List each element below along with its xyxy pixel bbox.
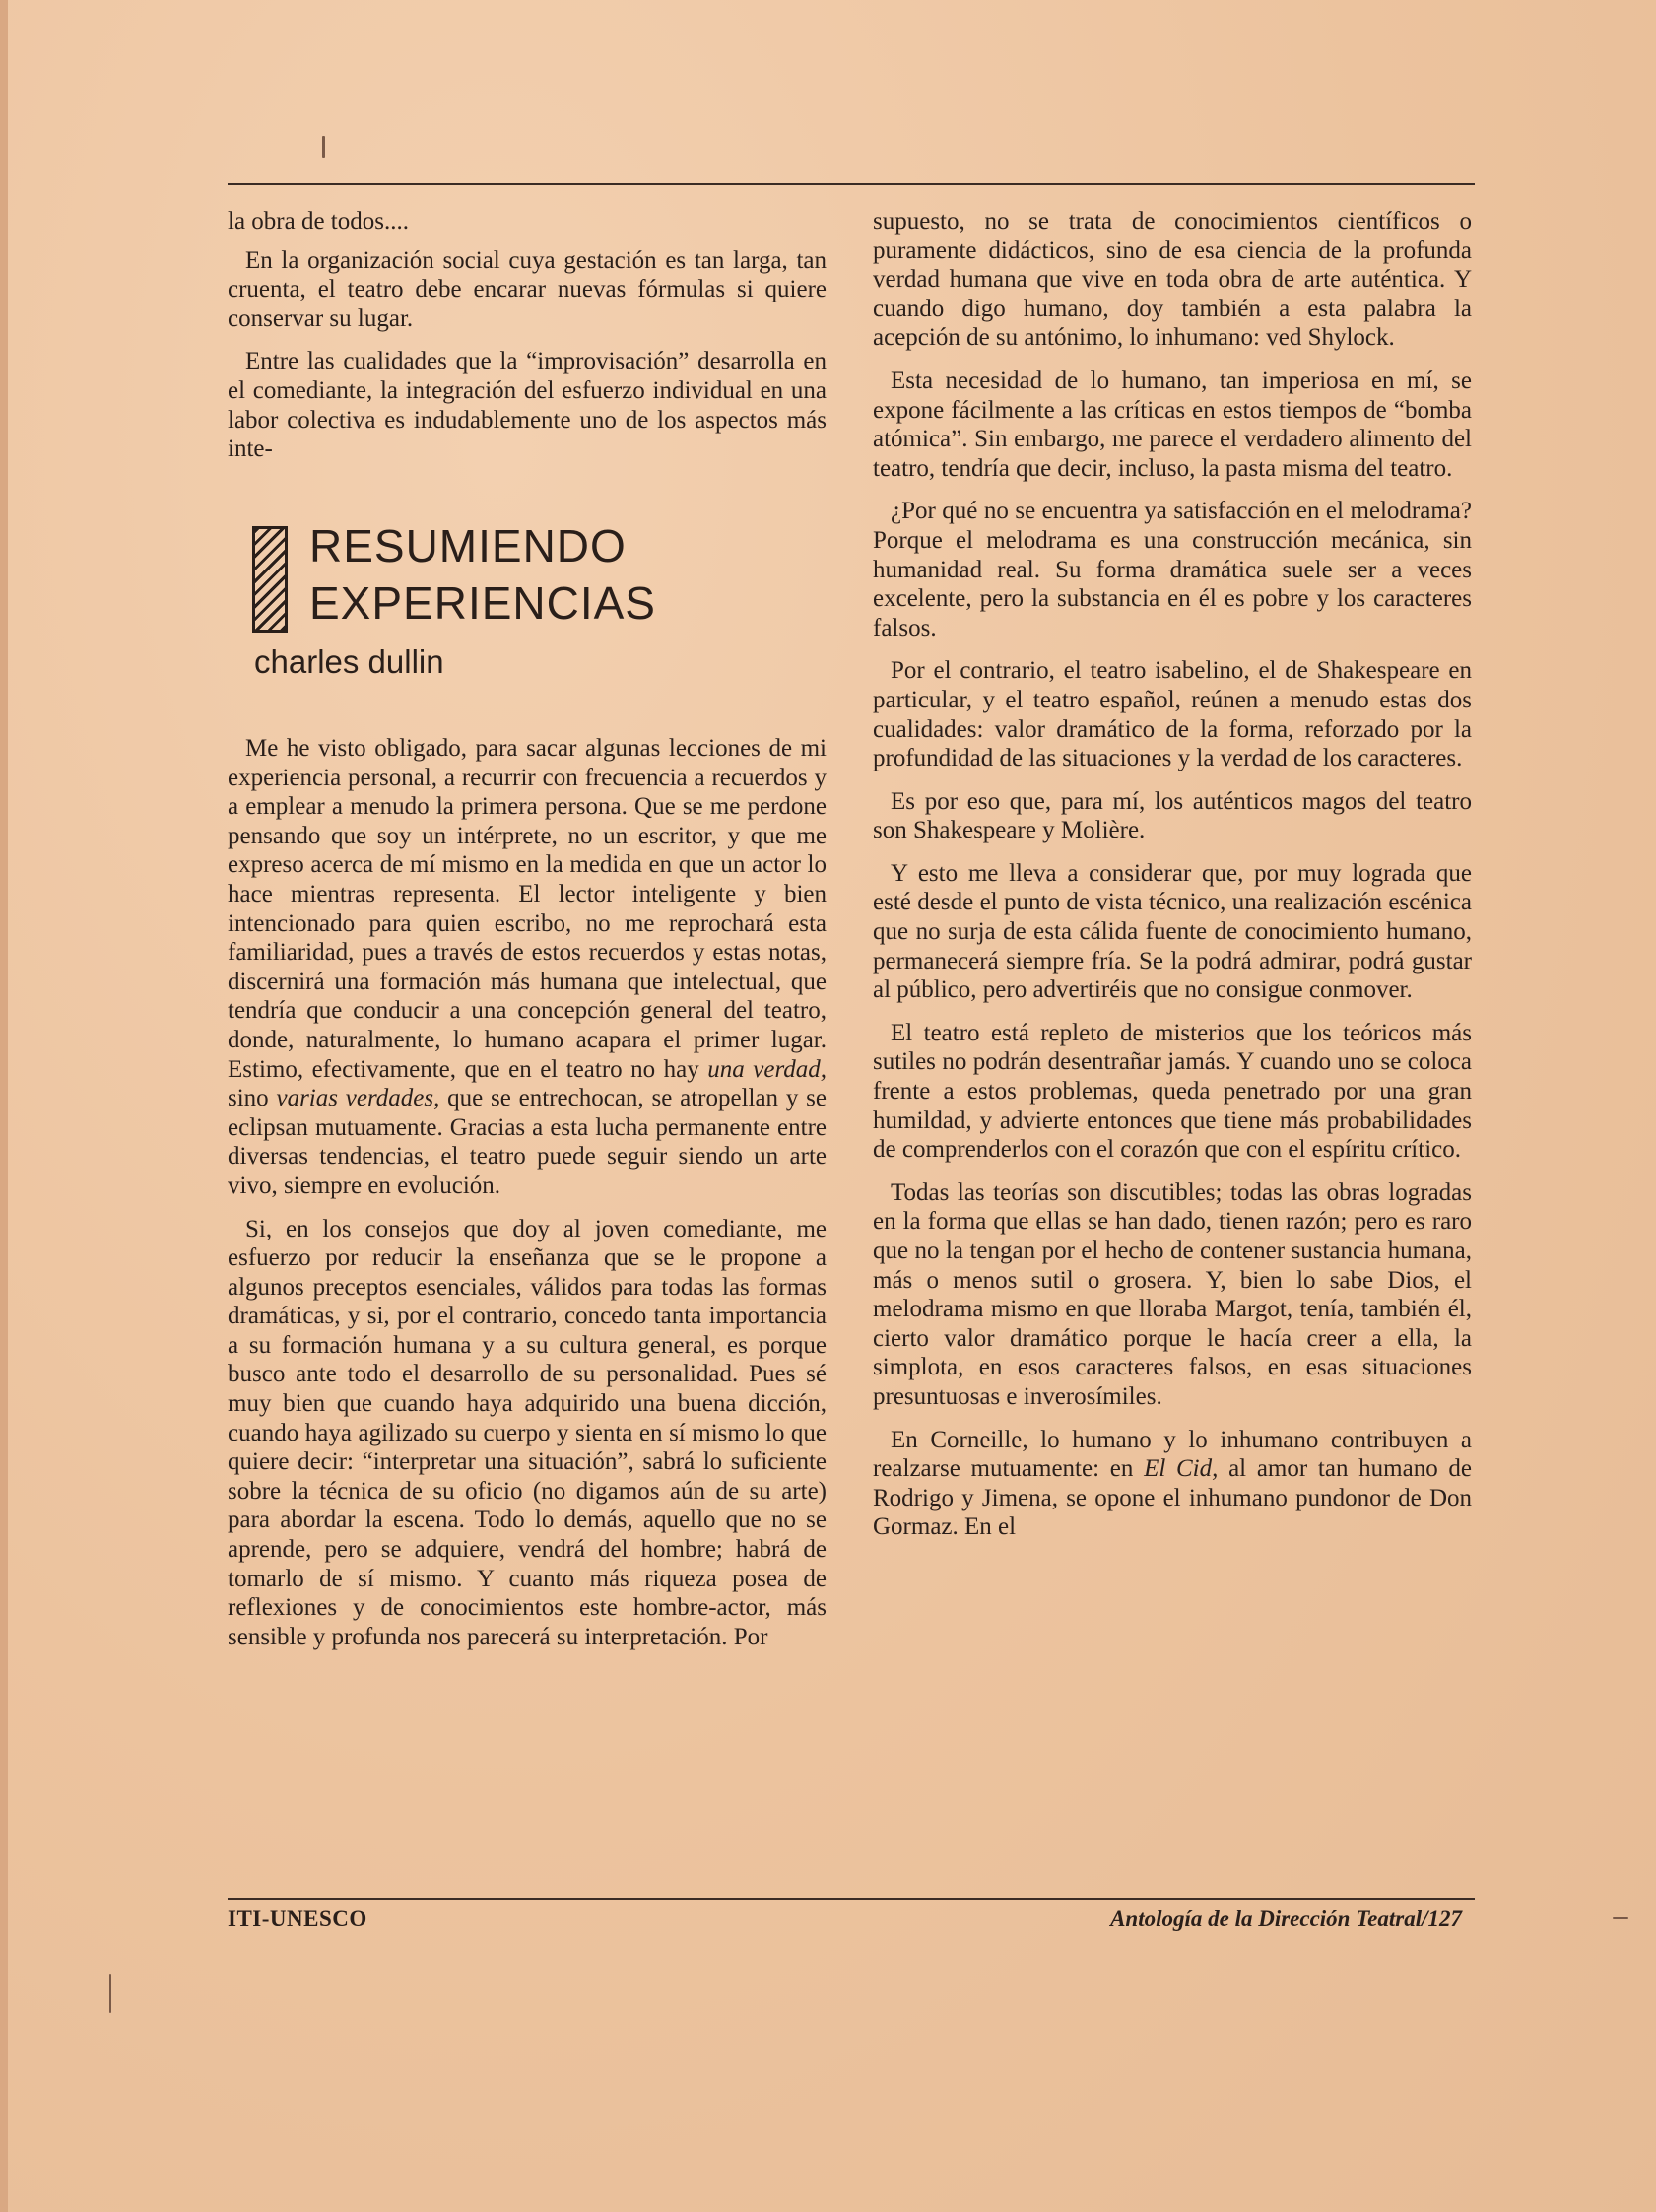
- bottom-rule: [228, 1898, 1475, 1900]
- hatched-box-icon: [252, 526, 288, 633]
- paragraph: ¿Por qué no se encuentra ya satisfacción en el melodrama? Porque el melodrama es una construcción mecánica, sin humanidad real. Su forma dramática suele ser a veces excelente, pero la substancia en él es pobre y los caracteres falsos.: [873, 498, 1472, 641]
- paragraph: Y esto me lleva a considerar que, por muy lograda que esté desde el punto de vista técnico, una realización escénica que no surja de esta cálida fuente de conocimiento humano, permanecerá siempre fría. Se la podrá admirar, podrá gustar al público, pero advertiréis que no consigue conmover.: [873, 859, 1472, 1004]
- paragraph: Si, en los consejos que doy al joven comediante, me esfuerzo por reducir la enseñanza que se le propone a algunos preceptos esenciales, válidos para todas las formas dramáticas, y si, por el contrario, concedo tanta importancia a su formación humana y a su cultura general, es porque busco ante todo el desarrollo de su personalidad. Pues sé muy bien que cuando haya adquirido una buena dicción, cuando haya agilizado su cuerpo y sienta en sí mismo lo que quiere decir: “interpretar una situación”, sabrá lo suficiente sobre la técnica de su oficio (no digamos aún de su arte) para abordar la escena. Todo lo demás, aquello que no se aprende, pero se adquiere, vendrá del hombre; habrá de tomarlo de sí mismo. Y cuanto más riqueza posea de reflexiones y de conocimientos este hombre-actor, más sensible y profunda nos parecerá su interpretación. Por: [228, 1215, 827, 1650]
- paper-speck: [322, 136, 325, 158]
- paragraph: la obra de todos....: [228, 208, 409, 235]
- paper-speck: [1613, 1917, 1628, 1919]
- article-author: charles dullin: [254, 643, 444, 680]
- paragraph: El teatro está repleto de misterios que los teóricos más sutiles no podrán desentrañar jamás. Y cuando uno se coloca frente a estos problemas, queda penetrado por una gran humildad, y advierte entonces que tiene más probabilidades de comprenderlos con el corazón que con el espíritu crítico.: [873, 1019, 1472, 1164]
- paper-speck: [109, 1974, 111, 2013]
- footer-page-label: Antología de la Dirección Teatral/127: [1110, 1907, 1462, 1931]
- paragraph-text: al amor tan humano de Rodrigo y Jimena, se opone el inhumano pundonor de Don Gormaz. En el: [873, 1455, 1473, 1541]
- italic-text: El Cid,: [1144, 1455, 1219, 1483]
- paragraph: En la organización social cuya gestación es tan larga, tan cruenta, el teatro debe encarar nuevas fórmulas si quiere conservar su lugar.: [228, 246, 827, 332]
- paragraph-text: sino: [228, 1085, 277, 1112]
- left-column-bottom: [228, 734, 827, 1665]
- paragraph: Todas las teorías son discutibles; todas las obras logradas en la forma que ellas se han dado, tienen razón; pero es raro que no la tengan por el hecho de contener sustancia humana, más o menos sutil o grosera. Y, bien lo sabe Dios, el melodrama mismo en que lloraba Margot, tenía, también él, cierto valor dramático porque le hacía creer a ella, la simplota, en esos caracteres falsos, en esas situaciones presuntuosas e inverosímiles.: [873, 1178, 1472, 1410]
- italic-text: una verdad,: [707, 1055, 827, 1083]
- paragraph: Por el contrario, el teatro isabelino, el de Shakespeare en particular, y el teatro español, reúnen a menudo estas dos cualidades: valor dramático de la forma, reforzado por la profundidad de las situaciones y la verdad de los caracteres.: [873, 657, 1472, 772]
- paragraph: [873, 1426, 1472, 1542]
- paragraph: Esta necesidad de lo humano, tan imperiosa en mí, se expone fácilmente a las críticas en estos tiempos de “bomba atómica”. Sin embargo, me parece el verdadero alimento del teatro, tendría que decir, incluso, la pasta misma del teatro.: [873, 367, 1472, 482]
- page-edge: [0, 0, 8, 2212]
- left-column-top: [228, 207, 827, 478]
- paragraph: [228, 734, 827, 1201]
- article-title-line-2: EXPERIENCIAS: [309, 577, 656, 629]
- paragraph: Entre las cualidades que la “improvisación” desarrolla en el comediante, la integración del esfuerzo individual en una labor colectiva es indudablemente uno de los aspectos más inte-: [228, 348, 827, 463]
- footer-publisher: ITI-UNESCO: [228, 1907, 367, 1931]
- italic-text: varias verdades,: [276, 1085, 440, 1112]
- top-rule: [228, 183, 1475, 185]
- paragraph: supuesto, no se trata de conocimientos científicos o puramente didácticos, sino de esa ciencia de la profunda verdad humana que vive en toda obra de arte auténtica. Y cuando digo humano, doy también a esta palabra la acepción de su antónimo, lo inhumano: ved Shylock.: [873, 208, 1472, 352]
- right-column: [873, 207, 1472, 1556]
- article-title-block: [252, 512, 804, 690]
- paragraph: Es por eso que, para mí, los auténticos magos del teatro son Shakespeare y Molière.: [873, 787, 1472, 844]
- paragraph-text: que se entrechocan, se atropellan y se eclipsan mutuamente. Gracias a esta lucha permanente entre diversas tendencias, el teatro puede seguir siendo un arte vivo, siempre en evolución.: [228, 1085, 827, 1199]
- paragraph-text: Me he visto obligado, para sacar algunas lecciones de mi experiencia personal, a recurrir con frecuencia a recuerdos y a emplear a menudo la primera persona. Que se me perdone pensando que soy un intérprete, no un escritor, y que me expreso acerca de mí mismo en la medida en que un actor lo hace mientras representa. El lector inteligente y bien intencionado para quien escribo, no me reprochará esta familiaridad, pues a través de estos recuerdos y estas notas, discernirá una formación más humana que intelectual, que tendría que conducir a una concepción general del teatro, donde, naturalmente, lo humano acapara el primer lugar. Estimo, efectivamente, que en el teatro no hay: [228, 735, 827, 1083]
- paragraph-text: En Corneille, lo humano y lo inhumano contribuyen a realzarse mutuamente: en: [873, 1426, 1472, 1483]
- article-title-line-1: RESUMIENDO: [309, 520, 627, 571]
